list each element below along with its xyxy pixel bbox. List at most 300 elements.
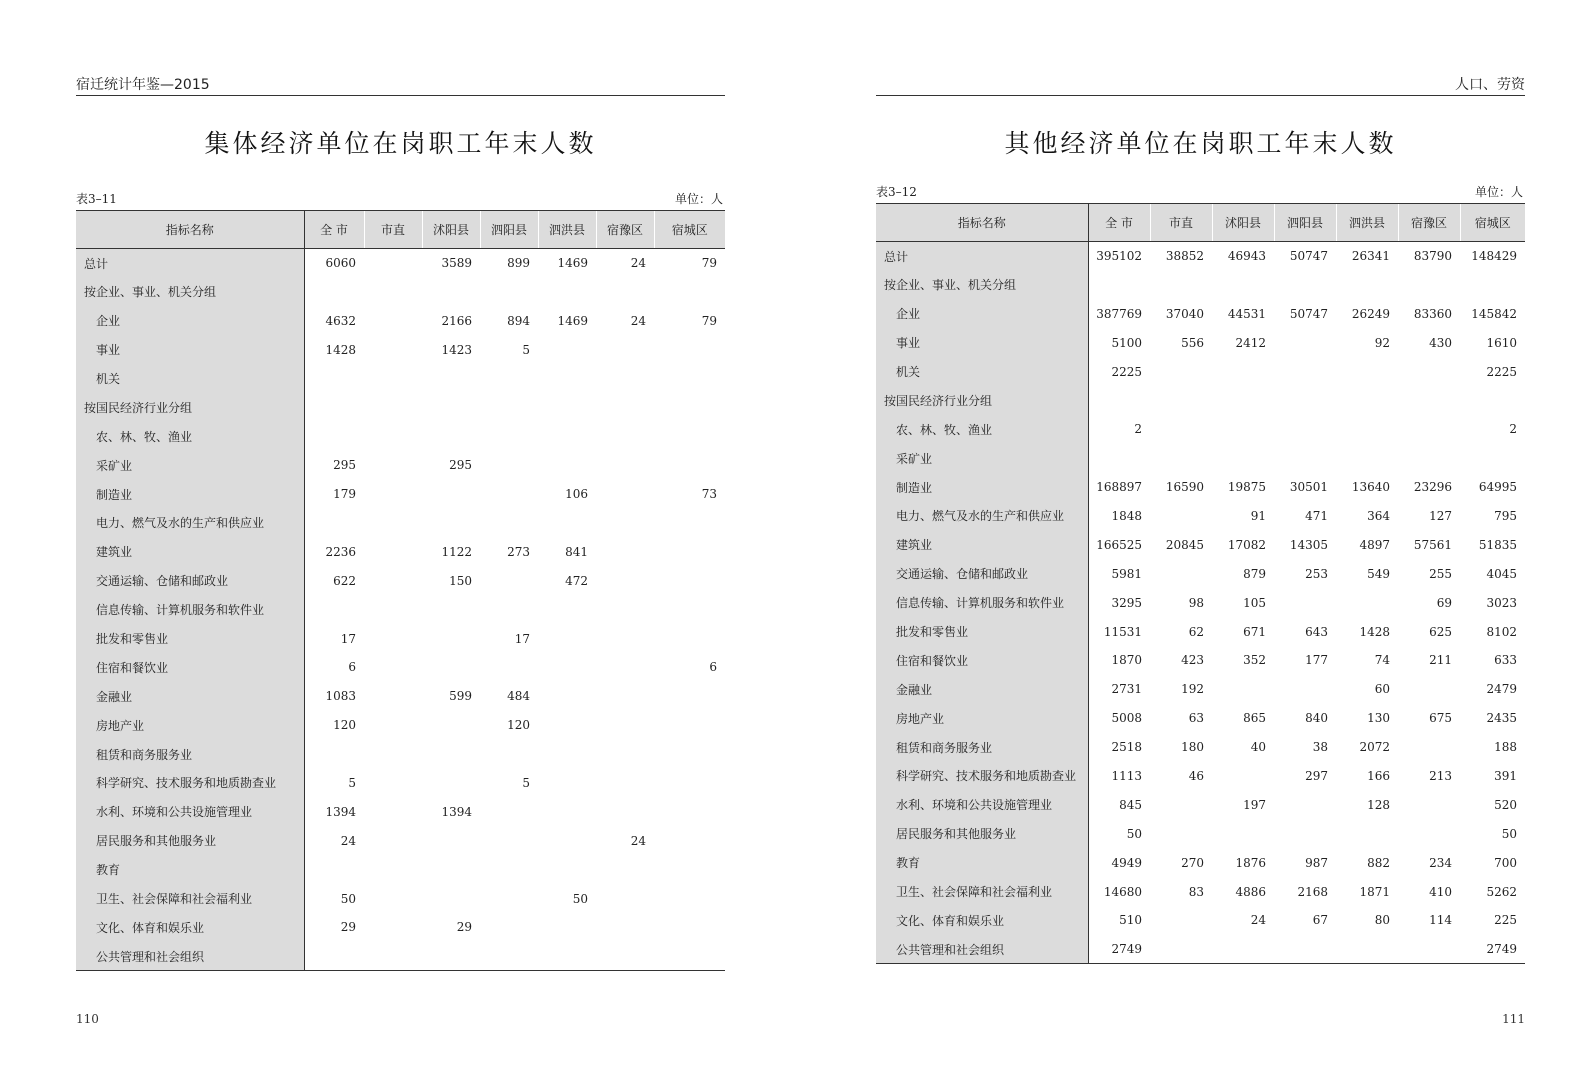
table-row — [76, 826, 725, 855]
table-row — [876, 559, 1525, 588]
table-cell: 6 — [709, 660, 717, 675]
table-cell — [1212, 762, 1274, 791]
table-cell — [538, 740, 596, 769]
table-cell: 23296 — [1413, 480, 1452, 495]
table-row — [76, 913, 725, 942]
table-cell — [422, 595, 480, 624]
table-cell: 8102 — [1486, 624, 1517, 639]
table-cell: 63 — [1188, 711, 1204, 726]
table-cell — [1398, 386, 1460, 415]
table-cell: 1469 — [557, 313, 588, 328]
data-table — [76, 210, 725, 971]
row-label: 机关 — [76, 364, 304, 393]
table-cell — [364, 942, 422, 971]
table-cell — [1274, 415, 1336, 444]
table-cell — [538, 595, 596, 624]
table-cell — [1150, 415, 1212, 444]
table-cell: 13640 — [1351, 480, 1390, 495]
row-label: 卫生、社会保障和社会福利业 — [76, 884, 304, 913]
table-row — [76, 653, 725, 682]
table-cell — [480, 855, 538, 884]
table-meta — [76, 191, 725, 207]
table-cell — [1212, 444, 1274, 473]
table-cell — [1274, 819, 1336, 848]
table-cell — [596, 509, 654, 538]
table-cell: 24 — [1250, 913, 1266, 928]
table-cell — [364, 480, 422, 509]
table-cell: 2749 — [1460, 935, 1525, 964]
table-cell — [1274, 588, 1336, 617]
table-cell — [1150, 790, 1212, 819]
table-cell — [422, 826, 480, 855]
table-cell — [596, 335, 654, 364]
header-row — [76, 211, 725, 249]
row-label: 交通运输、仓储和邮政业 — [76, 566, 304, 595]
table-cell — [304, 393, 364, 422]
column-header: 宿城区 — [654, 211, 725, 249]
table-cell: 865 — [1243, 711, 1266, 726]
column-header: 沭阳县 — [1212, 204, 1274, 242]
table-cell: 120 — [507, 718, 530, 733]
table-cell — [538, 509, 596, 538]
table-cell: 105 — [1243, 595, 1266, 610]
table-cell: 150 — [449, 573, 472, 588]
table-row — [876, 357, 1525, 386]
table-cell: 1469 — [557, 256, 588, 271]
table-row — [876, 299, 1525, 328]
table-cell: 17 — [514, 631, 530, 646]
table-cell: 2412 — [1235, 335, 1266, 350]
table-cell: 471 — [1305, 508, 1328, 523]
table-cell: 19875 — [1227, 480, 1266, 495]
table-cell: 1876 — [1235, 855, 1266, 870]
table-cell — [1274, 935, 1336, 964]
table-cell — [654, 740, 725, 769]
table-cell — [304, 740, 364, 769]
table-cell — [364, 826, 422, 855]
table-cell: 3589 — [441, 256, 472, 271]
row-label: 制造业 — [76, 480, 304, 509]
table-cell — [1336, 819, 1398, 848]
table-cell: 273 — [507, 544, 530, 559]
table-cell: 364 — [1367, 508, 1390, 523]
row-label: 制造业 — [876, 473, 1088, 502]
table-cell: 5 — [522, 342, 530, 357]
table-row — [76, 797, 725, 826]
row-label: 按国民经济行业分组 — [76, 393, 304, 422]
table-cell: 549 — [1367, 566, 1390, 581]
table-cell — [538, 913, 596, 942]
column-header: 全 市 — [1088, 204, 1150, 242]
table-cell — [1150, 906, 1212, 935]
table-row — [876, 877, 1525, 906]
table-cell: 5 — [522, 775, 530, 790]
table-cell: 2479 — [1486, 682, 1517, 697]
table-cell — [364, 306, 422, 335]
table-row — [76, 595, 725, 624]
table-cell: 1428 — [325, 342, 356, 357]
table-cell: 4045 — [1486, 566, 1517, 581]
table-cell — [538, 797, 596, 826]
table-cell — [654, 624, 725, 653]
table-cell: 1083 — [325, 689, 356, 704]
row-label: 按企业、事业、机关分组 — [876, 270, 1088, 299]
table-cell — [538, 855, 596, 884]
table-row — [76, 422, 725, 451]
table-row — [76, 306, 725, 335]
row-label: 批发和零售业 — [876, 617, 1088, 646]
table-number: 表3–11 — [76, 192, 117, 206]
table-cell — [1398, 790, 1460, 819]
column-header-indicator: 指标名称 — [76, 211, 304, 249]
unit-label: 单位：人 — [674, 192, 723, 206]
table-row — [876, 473, 1525, 502]
table-cell: 899 — [507, 256, 530, 271]
table-cell — [596, 682, 654, 711]
table-cell: 1113 — [1111, 768, 1142, 783]
table-cell: 120 — [333, 718, 356, 733]
column-header: 泗阳县 — [1274, 204, 1336, 242]
column-header-indicator: 指标名称 — [876, 204, 1088, 242]
table-cell — [364, 335, 422, 364]
table-cell — [364, 422, 422, 451]
table-row — [876, 762, 1525, 791]
row-label: 按企业、事业、机关分组 — [76, 277, 304, 306]
table-cell — [596, 624, 654, 653]
table-cell — [1212, 415, 1274, 444]
row-label: 居民服务和其他服务业 — [876, 819, 1088, 848]
table-cell — [422, 711, 480, 740]
table-cell — [1398, 270, 1460, 299]
table-cell: 894 — [507, 313, 530, 328]
table-row — [76, 855, 725, 884]
table-cell — [654, 942, 725, 971]
table-row — [876, 415, 1525, 444]
table-cell: 179 — [333, 487, 356, 502]
table-cell — [1336, 357, 1398, 386]
column-header: 全 市 — [304, 211, 364, 249]
row-label: 建筑业 — [876, 530, 1088, 559]
table-cell — [1398, 733, 1460, 762]
table-cell: 295 — [333, 458, 356, 473]
table-cell — [596, 451, 654, 480]
table-cell: 4949 — [1111, 855, 1142, 870]
table-cell — [1336, 935, 1398, 964]
table-cell: 845 — [1119, 797, 1142, 812]
table-cell — [654, 335, 725, 364]
table-row — [876, 386, 1525, 415]
table-cell: 2 — [1509, 422, 1517, 437]
table-cell — [1398, 357, 1460, 386]
table-cell: 26249 — [1351, 306, 1390, 321]
table-cell — [480, 422, 538, 451]
row-label: 总计 — [76, 249, 304, 278]
table-row — [876, 444, 1525, 473]
table-row — [76, 249, 725, 278]
table-cell: 44531 — [1227, 306, 1266, 321]
row-label: 水利、环境和公共设施管理业 — [76, 797, 304, 826]
table-row — [876, 588, 1525, 617]
table-cell: 6 — [348, 660, 356, 675]
table-cell — [480, 913, 538, 942]
table-cell: 3295 — [1111, 595, 1142, 610]
row-label: 教育 — [876, 848, 1088, 877]
table-cell — [422, 884, 480, 913]
table-row — [876, 242, 1525, 271]
table-cell — [304, 277, 364, 306]
row-label: 科学研究、技术服务和地质勘查业 — [876, 762, 1088, 791]
table-cell — [1460, 444, 1525, 473]
row-label: 房地产业 — [76, 711, 304, 740]
table-cell: 879 — [1243, 566, 1266, 581]
table-cell — [654, 682, 725, 711]
table-cell: 643 — [1305, 624, 1328, 639]
table-cell: 675 — [1429, 711, 1452, 726]
table-cell: 1428 — [1359, 624, 1390, 639]
table-cell — [422, 942, 480, 971]
table-cell — [364, 740, 422, 769]
table-cell — [364, 277, 422, 306]
table-row — [876, 790, 1525, 819]
table-cell — [480, 364, 538, 393]
table-row — [876, 270, 1525, 299]
table-cell: 57561 — [1413, 537, 1452, 552]
table-cell — [654, 509, 725, 538]
table-cell — [1336, 444, 1398, 473]
table-cell — [364, 364, 422, 393]
table-cell — [596, 711, 654, 740]
table-cell — [1398, 444, 1460, 473]
table-cell: 73 — [701, 487, 717, 502]
table-cell: 671 — [1243, 624, 1266, 639]
table-cell: 17 — [340, 631, 356, 646]
table-cell: 841 — [565, 544, 588, 559]
table-cell — [1150, 386, 1212, 415]
table-cell — [1150, 502, 1212, 531]
table-cell — [1336, 386, 1398, 415]
column-header: 市直 — [364, 211, 422, 249]
table-row — [876, 675, 1525, 704]
table-cell — [480, 884, 538, 913]
table-row — [76, 711, 725, 740]
row-label: 企业 — [76, 306, 304, 335]
table-cell — [1336, 415, 1398, 444]
row-label: 信息传输、计算机服务和软件业 — [76, 595, 304, 624]
table-cell — [422, 653, 480, 682]
row-label: 按国民经济行业分组 — [876, 386, 1088, 415]
column-header: 泗阳县 — [480, 211, 538, 249]
table-cell — [596, 855, 654, 884]
table-cell — [1150, 270, 1212, 299]
table-cell: 484 — [507, 689, 530, 704]
table-cell: 180 — [1181, 740, 1204, 755]
running-head: 宿迁统计年鉴—2015 — [76, 76, 725, 96]
table-row — [76, 942, 725, 971]
table-cell — [596, 769, 654, 798]
table-cell — [304, 422, 364, 451]
row-label: 房地产业 — [876, 704, 1088, 733]
table-cell: 3023 — [1486, 595, 1517, 610]
table-cell: 62 — [1188, 624, 1204, 639]
table-cell — [654, 566, 725, 595]
table-cell — [304, 855, 364, 884]
table-cell — [1398, 415, 1460, 444]
table-cell — [538, 624, 596, 653]
table-cell: 46943 — [1227, 249, 1266, 264]
table-cell: 166525 — [1096, 537, 1142, 552]
table-row — [76, 682, 725, 711]
table-row — [876, 848, 1525, 877]
table-cell — [1212, 357, 1274, 386]
table-cell — [596, 913, 654, 942]
table-cell: 255 — [1429, 566, 1452, 581]
column-header: 市直 — [1150, 204, 1212, 242]
table-cell — [654, 537, 725, 566]
table-cell — [596, 942, 654, 971]
table-cell — [596, 422, 654, 451]
table-cell — [1274, 357, 1336, 386]
table-cell: 510 — [1119, 913, 1142, 928]
column-header: 泗洪县 — [1336, 204, 1398, 242]
table-cell: 24 — [630, 833, 646, 848]
table-cell: 2168 — [1297, 884, 1328, 899]
table-cell — [1274, 790, 1336, 819]
table-cell: 192 — [1181, 682, 1204, 697]
table-cell — [654, 277, 725, 306]
table-cell — [364, 537, 422, 566]
table-cell: 91 — [1250, 508, 1266, 523]
table-cell — [480, 826, 538, 855]
table-cell: 83790 — [1413, 249, 1452, 264]
table-cell: 50747 — [1289, 249, 1328, 264]
table-cell: 622 — [333, 573, 356, 588]
table-cell — [538, 364, 596, 393]
table-cell: 46 — [1188, 768, 1204, 783]
table-cell — [1460, 386, 1525, 415]
column-header: 宿豫区 — [596, 211, 654, 249]
row-label: 信息传输、计算机服务和软件业 — [876, 588, 1088, 617]
table-title: 集体经济单位在岗职工年末人数 — [204, 129, 597, 158]
table-cell: 38 — [1312, 740, 1328, 755]
table-cell: 29 — [456, 920, 472, 935]
table-row — [76, 451, 725, 480]
row-label: 总计 — [876, 242, 1088, 271]
table-cell: 79 — [701, 256, 717, 271]
table-cell — [364, 884, 422, 913]
row-label: 电力、燃气及水的生产和供应业 — [876, 502, 1088, 531]
row-label: 采矿业 — [76, 451, 304, 480]
table-cell: 30501 — [1289, 480, 1328, 495]
table-row — [76, 480, 725, 509]
table-cell — [364, 855, 422, 884]
table-cell: 50 — [1126, 826, 1142, 841]
table-cell — [1398, 675, 1460, 704]
table-cell — [654, 913, 725, 942]
table-cell: 50 — [1501, 826, 1517, 841]
table-row — [876, 328, 1525, 357]
table-row — [76, 277, 725, 306]
table-cell: 26341 — [1351, 249, 1390, 264]
table-cell — [596, 884, 654, 913]
table-cell: 14680 — [1103, 884, 1142, 899]
table-cell — [422, 393, 480, 422]
table-cell — [654, 769, 725, 798]
table-cell: 37040 — [1165, 306, 1204, 321]
table-cell: 130 — [1367, 711, 1390, 726]
table-cell — [1150, 444, 1212, 473]
table-cell: 633 — [1494, 653, 1517, 668]
table-cell: 391 — [1494, 768, 1517, 783]
table-row — [76, 740, 725, 769]
row-label: 教育 — [76, 855, 304, 884]
table-cell — [480, 566, 538, 595]
table-cell: 79 — [701, 313, 717, 328]
table-cell — [654, 595, 725, 624]
table-cell — [1398, 819, 1460, 848]
table-cell — [1088, 444, 1150, 473]
table-cell: 423 — [1181, 653, 1204, 668]
table-row — [876, 617, 1525, 646]
table-cell — [1212, 819, 1274, 848]
table-cell: 234 — [1429, 855, 1452, 870]
table-cell — [538, 769, 596, 798]
table-cell — [364, 566, 422, 595]
table-cell: 2072 — [1359, 740, 1390, 755]
row-label: 机关 — [876, 357, 1088, 386]
table-cell — [304, 595, 364, 624]
table-row — [876, 935, 1525, 964]
row-label: 事业 — [76, 335, 304, 364]
table-cell: 60 — [1374, 682, 1390, 697]
table-cell: 352 — [1243, 653, 1266, 668]
table-cell: 106 — [565, 487, 588, 502]
table-cell: 69 — [1436, 595, 1452, 610]
table-cell: 80 — [1374, 913, 1390, 928]
page-number: 111 — [1502, 1012, 1525, 1026]
table-cell: 128 — [1367, 797, 1390, 812]
table-cell — [1212, 675, 1274, 704]
table-cell — [654, 797, 725, 826]
row-label: 科学研究、技术服务和地质勘查业 — [76, 769, 304, 798]
table-row — [76, 769, 725, 798]
table-row — [76, 393, 725, 422]
table-cell — [480, 740, 538, 769]
row-label: 文化、体育和娱乐业 — [76, 913, 304, 942]
row-label: 企业 — [876, 299, 1088, 328]
table-cell — [596, 277, 654, 306]
table-cell — [538, 451, 596, 480]
table-cell: 177 — [1305, 653, 1328, 668]
row-label: 建筑业 — [76, 537, 304, 566]
table-cell: 2 — [1134, 422, 1142, 437]
row-label: 金融业 — [76, 682, 304, 711]
table-cell — [1336, 588, 1398, 617]
table-cell — [304, 364, 364, 393]
table-cell — [538, 335, 596, 364]
table-row — [76, 624, 725, 653]
table-cell — [422, 769, 480, 798]
table-cell — [480, 942, 538, 971]
column-header: 泗洪县 — [538, 211, 596, 249]
column-header: 宿豫区 — [1398, 204, 1460, 242]
table-cell: 4886 — [1235, 884, 1266, 899]
table-cell — [480, 393, 538, 422]
table-cell — [480, 653, 538, 682]
table-cell: 297 — [1305, 768, 1328, 783]
table-cell: 5008 — [1111, 711, 1142, 726]
table-cell — [538, 393, 596, 422]
table-cell: 2731 — [1111, 682, 1142, 697]
